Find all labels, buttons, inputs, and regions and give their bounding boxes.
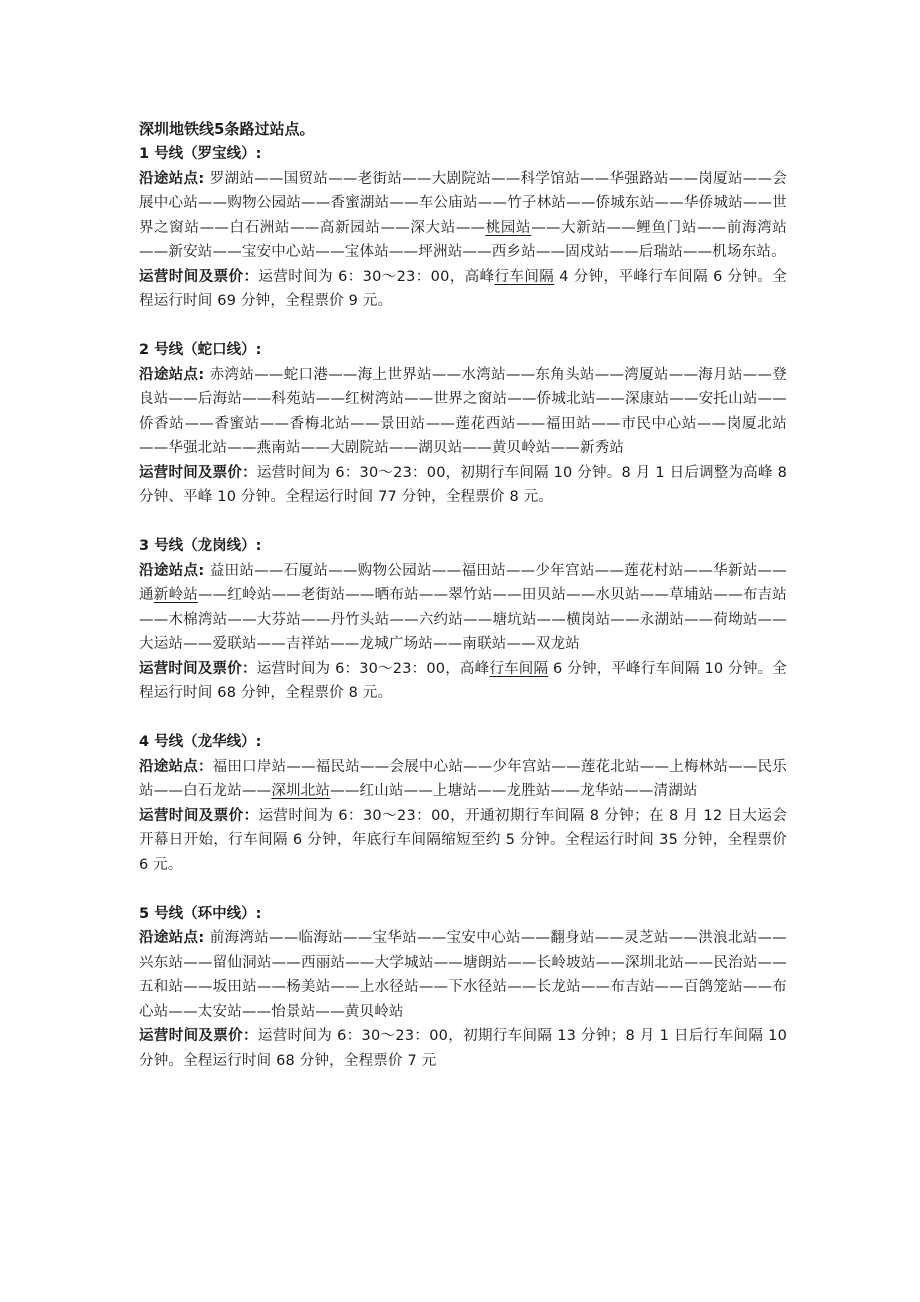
line-title: 4 号线（龙华线）:	[139, 734, 262, 750]
info-label-colon: ：	[242, 464, 257, 481]
info-label-colon: ：	[243, 1028, 258, 1044]
info-label: 运营时间及票价	[139, 1028, 243, 1044]
info-paragraph	[139, 804, 787, 878]
info-text: 4 分钟，平峰行车间隔 6 分钟。全程运行时间 69 分钟，全程票价 9 元。	[139, 268, 788, 309]
info-text: 6 分钟，平峰行车间隔 10 分钟。全程运行时间 68 分钟，全程票价 8 元。	[139, 660, 787, 701]
stations-text: 福田口岸站——福民站——会展中心站——少年宫站——莲花北站——上梅林站——民乐站——白石龙站——	[139, 758, 787, 799]
info-paragraph	[139, 265, 787, 314]
stations-text: 前海湾站——临海站——宝华站——宝安中心站——翻身站——灵芝站——洪浪北站——兴东站——留仙洞站——西丽站——大学城站——塘朗站——长岭坡站——深圳北站——民治站——五和站——坂田站——杨美站——上水径站——下水径站——长龙站——布吉站——百鸽笼站——布心站——太安站——怡景站——黄贝岭站	[139, 930, 787, 1020]
info-label-colon: ：	[243, 807, 259, 824]
stations-label: 沿途站点	[139, 930, 199, 946]
info-text: 运营时间为 6：30～23：00，高峰	[258, 268, 495, 285]
line-title: 5 号线（环中线）:	[139, 905, 262, 922]
line-title: 3 号线（龙岗线）:	[139, 538, 262, 554]
stations-text: ——大新站——鲤鱼门站——前海湾站——新安站——宝安中心站——宝体站——坪洲站——西乡站——固戍站——后瑞站——机场东站。	[139, 219, 787, 260]
line-section-1	[139, 142, 787, 314]
stations-underlined: 桃园站	[485, 219, 532, 236]
line-title: 2 号线（蛇口线）:	[139, 342, 262, 358]
line-title: 1 号线（罗宝线）:	[139, 146, 262, 162]
line-section-5	[139, 902, 787, 1074]
info-paragraph	[139, 461, 787, 510]
stations-underlined: 新岭站	[153, 587, 198, 603]
info-label: 运营时间及票价	[139, 464, 243, 481]
stations-underlined: 深圳北站	[271, 783, 331, 799]
info-paragraph	[139, 1024, 787, 1073]
info-text: 运营时间为 6：30～23：00，初期行车间隔 10 分钟。8 月 1 日后调整为高峰 8 分钟、平峰 10 分钟。全程运行时间 77 分钟，全程票价 8 元。	[139, 464, 787, 505]
line-section-2	[139, 338, 787, 510]
document-title: 深圳地铁线5条路过站点。	[139, 120, 315, 138]
stations-label-colon: :	[198, 366, 210, 383]
stations-label: 沿途站点	[139, 366, 199, 383]
info-underlined: 行车间隔	[489, 660, 549, 677]
document-page	[139, 116, 787, 1098]
stations-text: ——红岭站——老街站——晒布站——翠竹站——田贝站——水贝站——草埔站——布吉站——木棉湾站——大芬站——丹竹头站——六约站——塘坑站——横岗站——永湖站——荷坳站——大运站——爱联站——吉祥站——龙城广场站——南联站——双龙站	[139, 587, 787, 652]
stations-label-colon: :	[198, 562, 210, 579]
line-section-4	[139, 730, 787, 877]
stations-label-colon: :	[198, 170, 210, 187]
stations-paragraph	[139, 559, 787, 657]
stations-label: 沿途站点	[139, 758, 198, 775]
info-underlined: 行车间隔	[494, 268, 555, 285]
stations-label: 沿途站点	[139, 170, 199, 187]
stations-label-colon: :	[198, 930, 210, 946]
stations-text: ——红山站——上塘站——龙胜站——龙华站——清湖站	[330, 783, 698, 799]
stations-paragraph	[139, 926, 787, 1024]
line-section-3	[139, 534, 787, 706]
info-label-colon: ：	[243, 268, 259, 285]
info-label: 运营时间及票价	[139, 268, 244, 285]
info-text: 运营时间为 6：30～23：00，高峰	[256, 660, 490, 677]
stations-text: 赤湾站——蛇口港——海上世界站——水湾站——东角头站——湾厦站——海月站——登良站——后海站——科苑站——红树湾站——世界之窗站——侨城北站——深康站——安托山站——侨香站——香蜜站——香梅北站——景田站——莲花西站——福田站——市民中心站——岗厦北站——华强北站——燕南站——大剧院站——湖贝站——黄贝岭站——新秀站	[139, 366, 787, 456]
info-text: 运营时间为 6：30～23：00，开通初期行车间隔 8 分钟；在 8 月 12 日大运会开幕日开始，行车间隔 6 分钟，年底行车间隔缩短至约 5 分钟。全程运行时间 35 分钟，全程票价 6 元。	[139, 807, 787, 873]
stations-label-colon: ：	[197, 758, 213, 775]
stations-text: 罗湖站——国贸站——老街站——大剧院站——科学馆站——华强路站——岗厦站——会展中心站——购物公园站——香蜜湖站——车公庙站——竹子林站——侨城东站——华侨城站——世界之窗站——白石洲站——高新园站——深大站——	[139, 170, 787, 236]
stations-paragraph	[139, 363, 787, 461]
info-text: 运营时间为 6：30～23：00，初期行车间隔 13 分钟；8 月 1 日后行车间隔 10 分钟。全程运行时间 68 分钟，全程票价 7 元	[139, 1028, 787, 1069]
info-label: 运营时间及票价	[139, 660, 242, 677]
info-label-colon: ：	[241, 660, 257, 677]
line-sections	[139, 142, 787, 1073]
stations-label: 沿途站点	[139, 562, 199, 579]
stations-text: 益田站——石厦站——购物公园站——福田站——少年宫站——莲花村站——华新站——通	[139, 562, 787, 603]
info-label: 运营时间及票价	[139, 807, 244, 824]
stations-paragraph	[139, 167, 787, 265]
stations-paragraph	[139, 755, 787, 804]
info-paragraph	[139, 657, 787, 706]
